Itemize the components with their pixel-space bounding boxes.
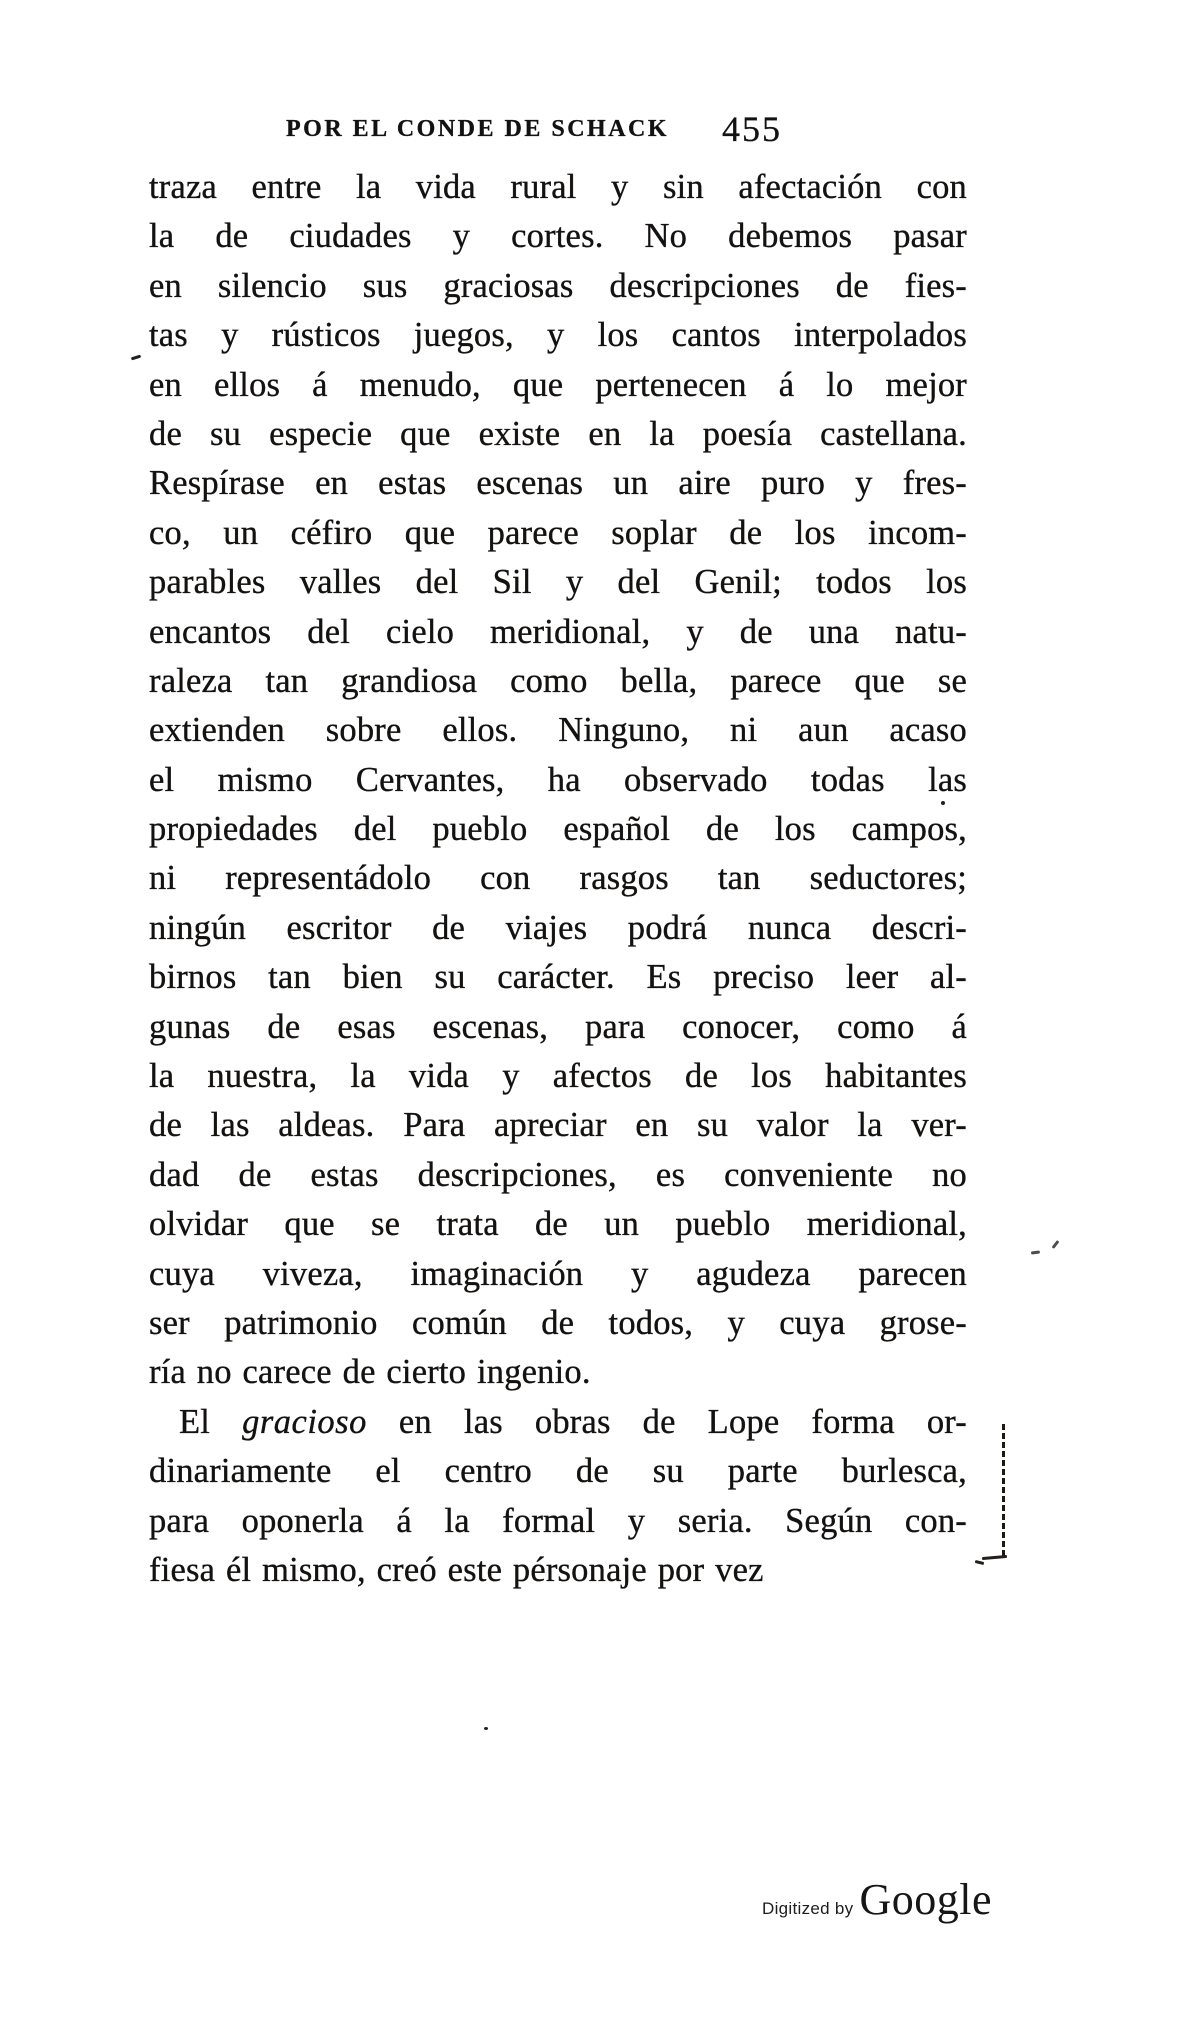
text-line: para oponerla á la formal y seria. Según con-: [149, 1501, 967, 1540]
text-line: en silencio sus graciosas descripciones de fies-: [149, 266, 967, 305]
text-line: traza entre la vida rural y sin afectación con: [149, 168, 967, 206]
text-line: gunas de esas escenas, para conocer, como á: [149, 1007, 967, 1046]
text-line: birnos tan bien su carácter. Es preciso leer al-: [149, 958, 967, 997]
text-line: co, un céfiro que parece soplar de los incom-: [149, 513, 967, 552]
body-text-block: [149, 163, 967, 1595]
text-line: tas y rústicos juegos, y los cantos interpolados: [149, 316, 967, 355]
text-line: raleza tan grandiosa como bella, parece que se: [149, 661, 967, 700]
ink-speck: [484, 1727, 488, 1730]
text-line: dinariamente el centro de su parte burlesca,: [149, 1452, 967, 1491]
digitized-by-google-watermark: [762, 1875, 993, 1924]
text-line: ni representádolo con rasgos tan seductores;: [149, 859, 967, 898]
page-number: 455: [722, 109, 782, 149]
text-line: en ellos á menudo, que pertenecen á lo mejor: [149, 365, 967, 404]
pencil-margin-line: [1002, 1424, 1005, 1556]
google-logo-text: Google: [859, 1875, 993, 1924]
text-line: ningún escritor de viajes podrá nunca descri-: [149, 908, 967, 947]
pencil-margin-line-hook: [982, 1555, 1007, 1560]
text-line: la de ciudades y cortes. No debemos pasar: [149, 217, 967, 256]
text-line: de las aldeas. Para apreciar en su valor la ver-: [149, 1106, 967, 1145]
text-line-paragraph-start: [149, 1398, 967, 1447]
text-line: cuya viveza, imaginación y agudeza parecen: [149, 1254, 967, 1293]
text-line: de su especie que existe en la poesía castellana.: [149, 414, 967, 453]
pencil-tick-right-margin: [1031, 1250, 1040, 1254]
text-segment: en las obras de Lope forma or-: [366, 1402, 967, 1441]
text-line: extienden sobre ellos. Ninguno, ni aun acaso: [149, 711, 967, 750]
text-segment: El: [179, 1402, 243, 1441]
ink-speck: [941, 801, 945, 805]
text-line-paragraph-end: ría no carece de cierto ingenio.: [149, 1353, 591, 1392]
text-line: encantos del cielo meridional, y de una natu-: [149, 612, 967, 651]
text-line: ser patrimonio común de todos, y cuya grose-: [149, 1303, 967, 1342]
pencil-tick-right-margin: [1052, 1240, 1060, 1249]
text-line: parables valles del Sil y del Genil; todos los: [149, 563, 967, 602]
text-line: el mismo Cervantes, ha observado todas las: [149, 760, 967, 799]
text-line: Respírase en estas escenas un aire puro y fres-: [149, 464, 967, 503]
text-line: olvidar que se trata de un pueblo meridional,: [149, 1205, 967, 1244]
text-line: propiedades del pueblo español de los campos,: [149, 810, 967, 849]
text-line-paragraph-end: fiesa él mismo, creó este pérsonaje por vez: [149, 1550, 764, 1589]
text-line: la nuestra, la vida y afectos de los habitantes: [149, 1057, 967, 1096]
italic-word-gracioso: gracioso: [242, 1402, 367, 1441]
pencil-tick-left-margin: [131, 355, 141, 361]
watermark-prefix-text: Digitized by: [762, 1899, 854, 1918]
pencil-margin-line-tail: [975, 1560, 984, 1565]
text-line: dad de estas descripciones, es conveniente no: [149, 1155, 967, 1194]
running-header-title: POR EL CONDE DE SCHACK: [286, 116, 670, 142]
